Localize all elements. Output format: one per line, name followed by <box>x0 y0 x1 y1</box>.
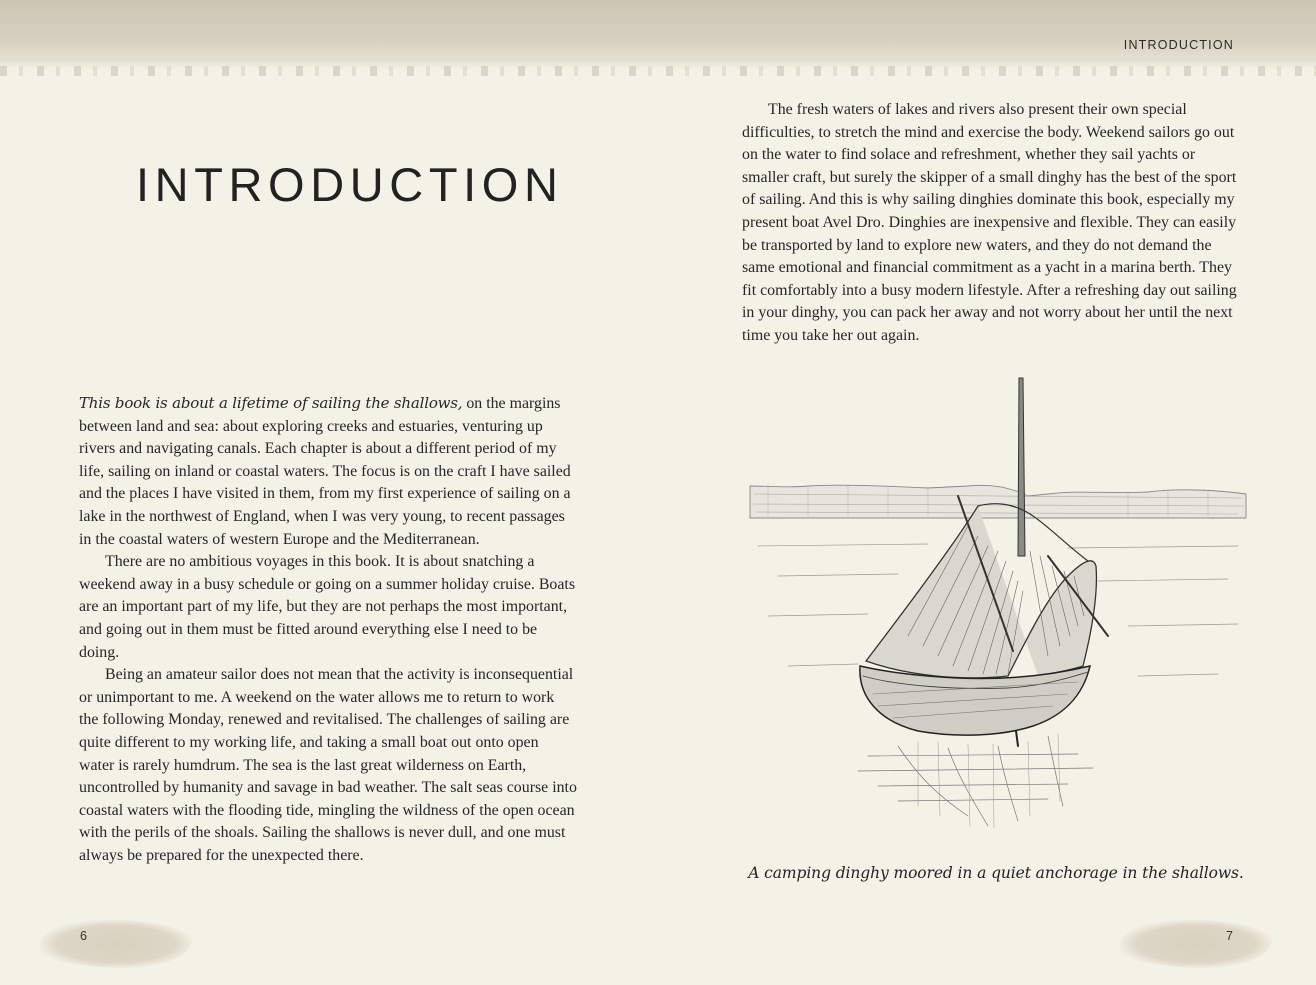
page-number-right: 7 <box>1226 929 1233 943</box>
opening-paragraph <box>79 392 577 551</box>
body-paragraph: The fresh waters of lakes and rivers also present their own special difficulties, to stretch the mind and exercise the body. Weekend sailors go out on the water to find solace and refreshment, whether they sail yachts or smaller craft, but surely the skipper of a small dinghy has the best of the sport of sailing. And this is why sailing dinghies dominate this book, especially my present boat Avel Dro. Dinghies are inexpensive and flexible. They can easily be transported by land to explore new waters, and they do not demand the same emotional and financial commitment as a yacht in a marina berth. They fit comfortably into a busy modern lifestyle. After a refreshing day out sailing in your dinghy, you can pack her away and not worry about her until the next time you take her out again. <box>742 101 1237 344</box>
running-head: INTRODUCTION <box>1123 38 1234 52</box>
body-paragraph: Being an amateur sailor does not mean that the activity is inconsequential or unimportant to me. A weekend on the water allows me to return to work the following Monday, renewed and revitalised. The challenges of sailing are quite different to my working life, and taking a small boat out onto open water is rarely humdrum. The sea is the last great wilderness on Earth, uncontrolled by humanity and savage in bad weather. The salt seas course into coastal waters with the flooding tide, mingling the wildness of the open ocean with the perils of the shoals. Sailing the shallows is never dull, and one must always be prepared for the unexpected there. <box>79 666 577 864</box>
body-paragraph: There are no ambitious voyages in this book. It is about snatching a weekend away in a busy schedule or going on a summer holiday cruise. Boats are an important part of my life, but they are not perhaps the most important, and going out in them must be fitted around everything else I need to be doing. <box>79 553 576 661</box>
top-paper-band <box>0 0 1316 70</box>
script-lead-in: This book is about a lifetime of sailing the shallows, <box>79 394 463 412</box>
sketch-dinghy-icon <box>748 376 1248 836</box>
page-number-left: 6 <box>80 929 87 943</box>
right-text-column <box>742 99 1237 348</box>
illustration-caption: A camping dinghy moored in a quiet anchorage in the shallows. <box>748 864 1244 882</box>
chapter-title: INTRODUCTION <box>136 158 564 211</box>
folio-right <box>1120 920 1272 968</box>
opening-paragraph-text: on the margins between land and sea: about exploring creeks and estuaries, venturing up rivers and navigating canals. Each chapter is about a different period of my life, sailing on inland or coastal waters. The focus is on the craft I have sailed and the places I have visited in them, from my first experience of sailing on a lake in the northwest of England, when I was very young, to recent passages in the coastal waters of western Europe and the Mediterranean. <box>79 395 571 548</box>
left-text-column <box>79 392 577 867</box>
folio-left <box>40 920 192 968</box>
